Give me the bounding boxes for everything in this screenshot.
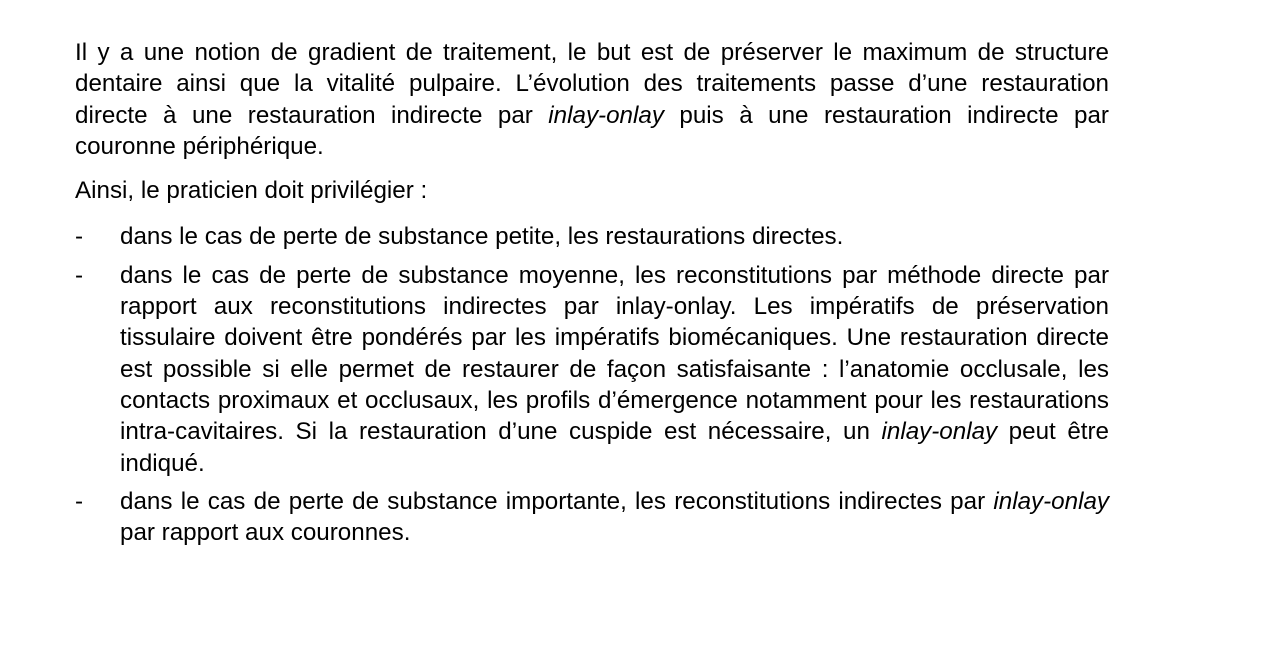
list-item-1-text: dans le cas de perte de substance petite, les restaurations directes. (120, 223, 844, 251)
paragraph-gradient-traitement (75, 37, 1109, 162)
list-bullet: - (75, 487, 84, 515)
list-item-3-italic-term: inlay-onlay (993, 487, 1109, 515)
list-item-importante (75, 486, 1109, 549)
list-item-2-text-a: dans le cas de perte de substance moyenne, les reconstitutions par méthode directe par rapport aux reconstitutions indirectes par inlay-onlay. Les impératifs de préservation tissulaire doivent être pondérés par les impératifs biomécaniques. Une restauration directe est possible si elle permet de restaurer de façon satisfaisante : l’anatomie occlusale, les contacts proximaux et occlusaux, les profils d’émergence notamment pour les restaurations intra-cavitaires. Si la restauration d’une cuspide est nécessaire, un (120, 261, 1109, 446)
list-item-3-text-a: dans le cas de perte de substance importante, les reconstitutions indirectes par (120, 487, 994, 515)
paragraph-1-italic-term: inlay-onlay (548, 101, 664, 129)
list-item-moyenne (75, 260, 1109, 479)
list-bullet: - (75, 261, 84, 289)
paragraph-intro-list: Ainsi, le praticien doit privilégier : (75, 177, 428, 205)
paragraph-1-text-b: puis à une restauration indirecte par couronne périphérique. (75, 101, 1109, 160)
paragraph-1-text-a: Il y a une notion de gradient de traitement, le but est de préserver le maximum de structure dentaire ainsi que la vitalité pulpaire. L’évolution des traitements passe d’une restauration directe à une restauration indirecte par (75, 39, 1109, 129)
document-body (75, 37, 1109, 555)
list-item-2-italic-term: inlay-onlay (881, 418, 998, 446)
list-item-petite (75, 221, 1109, 252)
recommendation-list (75, 221, 1109, 548)
list-item-2-text-b: peut être indiqué. (120, 418, 1109, 477)
list-bullet: - (75, 223, 84, 251)
list-item-3-text-b: par rapport aux couronnes. (120, 519, 411, 547)
